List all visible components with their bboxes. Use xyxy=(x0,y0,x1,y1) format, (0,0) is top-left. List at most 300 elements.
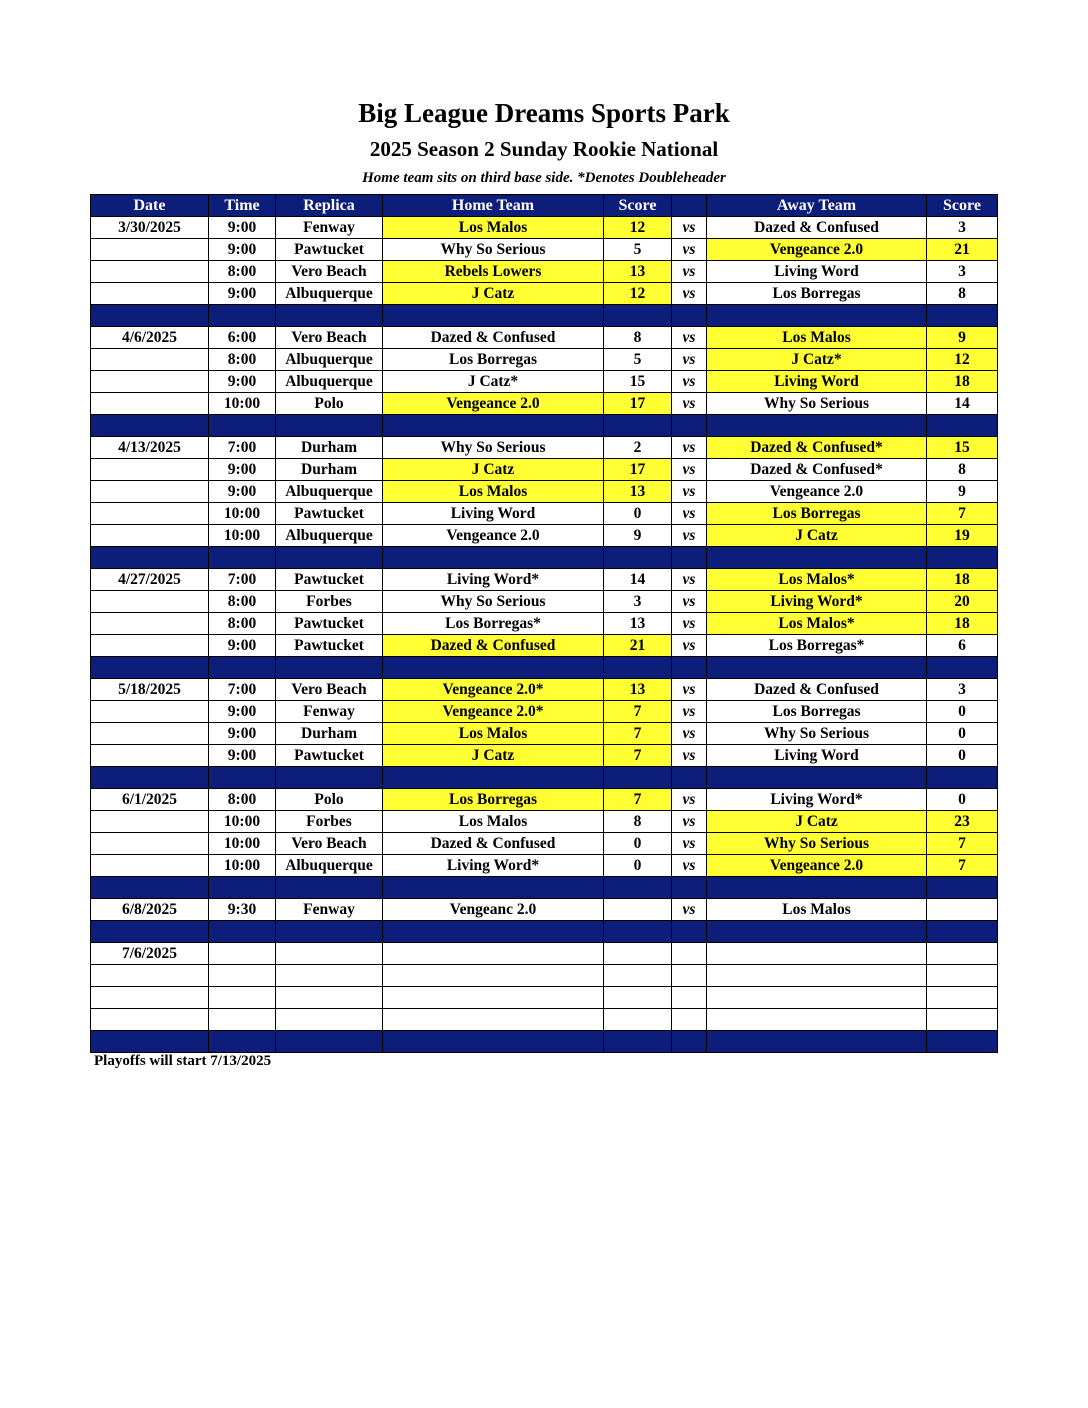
home-score: 0 xyxy=(604,833,672,855)
separator-cell xyxy=(276,1031,383,1053)
game-time: 10:00 xyxy=(209,525,276,547)
game-date xyxy=(91,371,209,393)
separator-cell xyxy=(383,547,604,569)
game-time: 9:00 xyxy=(209,217,276,239)
game-date xyxy=(91,745,209,767)
away-score: 8 xyxy=(927,459,998,481)
game-replica: Albuquerque xyxy=(276,855,383,877)
home-score: 7 xyxy=(604,745,672,767)
away-team: Vengeance 2.0 xyxy=(707,239,927,261)
away-team: Los Malos* xyxy=(707,569,927,591)
away-team: Why So Serious xyxy=(707,833,927,855)
game-replica: Fenway xyxy=(276,217,383,239)
game-replica xyxy=(276,987,383,1009)
separator-cell xyxy=(672,1031,707,1053)
separator-cell xyxy=(276,767,383,789)
away-team: Los Borregas xyxy=(707,283,927,305)
game-replica: Pawtucket xyxy=(276,613,383,635)
game-time: 9:30 xyxy=(209,899,276,921)
vs-label xyxy=(672,987,707,1009)
home-score: 7 xyxy=(604,723,672,745)
away-score: 19 xyxy=(927,525,998,547)
separator-cell xyxy=(209,305,276,327)
game-replica xyxy=(276,943,383,965)
vs-label xyxy=(672,1009,707,1031)
header-home-score: Score xyxy=(604,195,672,217)
vs-label xyxy=(672,943,707,965)
separator-cell xyxy=(209,415,276,437)
separator-cell xyxy=(383,877,604,899)
vs-label: vs xyxy=(672,833,707,855)
game-replica: Albuquerque xyxy=(276,349,383,371)
separator-cell xyxy=(672,547,707,569)
away-team: Why So Serious xyxy=(707,723,927,745)
game-date: 3/30/2025 xyxy=(91,217,209,239)
away-score: 0 xyxy=(927,723,998,745)
game-date xyxy=(91,635,209,657)
header-away-score: Score xyxy=(927,195,998,217)
away-score: 3 xyxy=(927,261,998,283)
away-score: 7 xyxy=(927,833,998,855)
vs-label: vs xyxy=(672,569,707,591)
game-time: 9:00 xyxy=(209,371,276,393)
home-score: 2 xyxy=(604,437,672,459)
game-time xyxy=(209,943,276,965)
home-team: Los Borregas* xyxy=(383,613,604,635)
game-date xyxy=(91,1009,209,1031)
home-team: Los Borregas xyxy=(383,789,604,811)
separator-cell xyxy=(209,877,276,899)
playoffs-note: Playoffs will start 7/13/2025 xyxy=(94,1053,272,1069)
vs-label: vs xyxy=(672,701,707,723)
separator-cell xyxy=(927,921,998,943)
week-separator xyxy=(91,767,998,789)
game-date xyxy=(91,723,209,745)
separator-cell xyxy=(383,415,604,437)
home-team: Los Malos xyxy=(383,811,604,833)
vs-label: vs xyxy=(672,437,707,459)
home-team: Why So Serious xyxy=(383,437,604,459)
game-date xyxy=(91,525,209,547)
week-separator xyxy=(91,921,998,943)
home-team: Los Borregas xyxy=(383,349,604,371)
game-time: 7:00 xyxy=(209,569,276,591)
separator-cell xyxy=(927,877,998,899)
schedule-table xyxy=(90,194,998,1053)
game-time: 8:00 xyxy=(209,591,276,613)
home-score: 0 xyxy=(604,855,672,877)
game-row xyxy=(91,899,998,921)
game-time: 7:00 xyxy=(209,437,276,459)
separator-cell xyxy=(604,921,672,943)
vs-label: vs xyxy=(672,679,707,701)
away-score: 9 xyxy=(927,481,998,503)
away-team: Los Malos xyxy=(707,899,927,921)
away-team: J Catz* xyxy=(707,349,927,371)
away-team: Dazed & Confused* xyxy=(707,459,927,481)
away-score: 21 xyxy=(927,239,998,261)
separator-cell xyxy=(707,1031,927,1053)
header-time: Time xyxy=(209,195,276,217)
game-replica: Albuquerque xyxy=(276,283,383,305)
away-score: 3 xyxy=(927,217,998,239)
away-team xyxy=(707,965,927,987)
home-team: Living Word xyxy=(383,503,604,525)
away-team: Vengeance 2.0 xyxy=(707,481,927,503)
separator-cell xyxy=(209,1031,276,1053)
game-replica: Fenway xyxy=(276,899,383,921)
game-row xyxy=(91,855,998,877)
away-team: Los Malos xyxy=(707,327,927,349)
home-score xyxy=(604,943,672,965)
away-score: 20 xyxy=(927,591,998,613)
separator-cell xyxy=(209,921,276,943)
game-replica: Albuquerque xyxy=(276,371,383,393)
vs-label: vs xyxy=(672,283,707,305)
home-score: 13 xyxy=(604,679,672,701)
game-time: 9:00 xyxy=(209,481,276,503)
game-time: 9:00 xyxy=(209,283,276,305)
separator-cell xyxy=(672,877,707,899)
game-replica: Durham xyxy=(276,437,383,459)
separator-cell xyxy=(383,305,604,327)
game-date xyxy=(91,393,209,415)
home-team: Los Malos xyxy=(383,723,604,745)
home-team: Vengeance 2.0* xyxy=(383,701,604,723)
vs-label: vs xyxy=(672,481,707,503)
away-team: Los Borregas xyxy=(707,503,927,525)
vs-label: vs xyxy=(672,503,707,525)
separator-cell xyxy=(91,657,209,679)
home-score: 9 xyxy=(604,525,672,547)
separator-cell xyxy=(672,657,707,679)
game-time: 8:00 xyxy=(209,789,276,811)
away-score xyxy=(927,899,998,921)
separator-cell xyxy=(707,767,927,789)
away-team: J Catz xyxy=(707,525,927,547)
away-score: 18 xyxy=(927,613,998,635)
separator-cell xyxy=(927,1031,998,1053)
away-score: 0 xyxy=(927,789,998,811)
game-row xyxy=(91,503,998,525)
game-row xyxy=(91,437,998,459)
game-time: 9:00 xyxy=(209,635,276,657)
game-date: 6/1/2025 xyxy=(91,789,209,811)
doubleheader-note: Home team sits on third base side. *Denotes Doubleheader xyxy=(362,170,726,186)
header-replica: Replica xyxy=(276,195,383,217)
separator-cell xyxy=(91,767,209,789)
vs-label: vs xyxy=(672,371,707,393)
separator-cell xyxy=(276,657,383,679)
game-date xyxy=(91,591,209,613)
game-time: 9:00 xyxy=(209,701,276,723)
game-row xyxy=(91,525,998,547)
game-row xyxy=(91,745,998,767)
game-date: 6/8/2025 xyxy=(91,899,209,921)
away-team xyxy=(707,943,927,965)
home-score: 15 xyxy=(604,371,672,393)
home-score: 13 xyxy=(604,613,672,635)
game-row xyxy=(91,943,998,965)
separator-cell xyxy=(707,305,927,327)
game-date: 7/6/2025 xyxy=(91,943,209,965)
separator-cell xyxy=(209,547,276,569)
vs-label: vs xyxy=(672,811,707,833)
home-team: Dazed & Confused xyxy=(383,635,604,657)
separator-cell xyxy=(276,305,383,327)
game-time: 10:00 xyxy=(209,393,276,415)
game-date xyxy=(91,613,209,635)
separator-cell xyxy=(276,877,383,899)
separator-cell xyxy=(927,547,998,569)
vs-label: vs xyxy=(672,217,707,239)
separator-cell xyxy=(672,415,707,437)
game-replica: Polo xyxy=(276,393,383,415)
game-row xyxy=(91,349,998,371)
separator-cell xyxy=(383,767,604,789)
home-score: 21 xyxy=(604,635,672,657)
away-team: Living Word xyxy=(707,745,927,767)
away-team: Living Word xyxy=(707,261,927,283)
game-row xyxy=(91,965,998,987)
game-row xyxy=(91,261,998,283)
game-row xyxy=(91,789,998,811)
game-time: 9:00 xyxy=(209,723,276,745)
separator-cell xyxy=(927,767,998,789)
week-separator xyxy=(91,547,998,569)
game-replica: Pawtucket xyxy=(276,569,383,591)
home-score: 13 xyxy=(604,481,672,503)
separator-cell xyxy=(276,415,383,437)
away-score: 0 xyxy=(927,701,998,723)
game-date xyxy=(91,239,209,261)
away-team: Vengeance 2.0 xyxy=(707,855,927,877)
game-time xyxy=(209,1009,276,1031)
home-score xyxy=(604,1009,672,1031)
separator-cell xyxy=(604,415,672,437)
vs-label: vs xyxy=(672,635,707,657)
game-replica: Vero Beach xyxy=(276,679,383,701)
away-team xyxy=(707,987,927,1009)
home-team: Dazed & Confused xyxy=(383,327,604,349)
game-date: 4/6/2025 xyxy=(91,327,209,349)
home-score: 0 xyxy=(604,503,672,525)
vs-label: vs xyxy=(672,613,707,635)
home-team: J Catz xyxy=(383,283,604,305)
vs-label: vs xyxy=(672,525,707,547)
game-row xyxy=(91,569,998,591)
home-team: Dazed & Confused xyxy=(383,833,604,855)
separator-cell xyxy=(91,1031,209,1053)
away-team: Dazed & Confused xyxy=(707,679,927,701)
separator-cell xyxy=(91,305,209,327)
home-score: 8 xyxy=(604,327,672,349)
separator-cell xyxy=(383,921,604,943)
header-date: Date xyxy=(91,195,209,217)
home-team xyxy=(383,1009,604,1031)
home-team: Vengeanc 2.0 xyxy=(383,899,604,921)
game-time: 10:00 xyxy=(209,503,276,525)
home-score: 5 xyxy=(604,239,672,261)
game-date xyxy=(91,855,209,877)
page-subtitle: 2025 Season 2 Sunday Rookie National xyxy=(369,137,719,161)
separator-cell xyxy=(276,547,383,569)
game-time: 7:00 xyxy=(209,679,276,701)
separator-cell xyxy=(604,547,672,569)
separator-cell xyxy=(91,547,209,569)
home-team: Los Malos xyxy=(383,217,604,239)
game-replica: Albuquerque xyxy=(276,481,383,503)
vs-label: vs xyxy=(672,789,707,811)
away-score: 0 xyxy=(927,745,998,767)
game-time: 8:00 xyxy=(209,613,276,635)
game-row xyxy=(91,811,998,833)
away-team: Los Borregas xyxy=(707,701,927,723)
away-team: Los Malos* xyxy=(707,613,927,635)
home-score: 14 xyxy=(604,569,672,591)
game-date xyxy=(91,349,209,371)
vs-label: vs xyxy=(672,855,707,877)
away-score: 9 xyxy=(927,327,998,349)
game-row xyxy=(91,635,998,657)
game-row xyxy=(91,679,998,701)
home-team: Rebels Lowers xyxy=(383,261,604,283)
week-separator xyxy=(91,877,998,899)
game-replica xyxy=(276,965,383,987)
header-away-team: Away Team xyxy=(707,195,927,217)
separator-cell xyxy=(91,877,209,899)
away-score: 6 xyxy=(927,635,998,657)
week-separator xyxy=(91,657,998,679)
away-score: 8 xyxy=(927,283,998,305)
vs-label: vs xyxy=(672,349,707,371)
game-time: 10:00 xyxy=(209,833,276,855)
vs-label: vs xyxy=(672,261,707,283)
away-team: Dazed & Confused* xyxy=(707,437,927,459)
home-team xyxy=(383,987,604,1009)
home-team: Vengeance 2.0 xyxy=(383,525,604,547)
game-time: 9:00 xyxy=(209,239,276,261)
vs-label: vs xyxy=(672,591,707,613)
home-score: 7 xyxy=(604,701,672,723)
home-score: 7 xyxy=(604,789,672,811)
game-row xyxy=(91,393,998,415)
home-score: 17 xyxy=(604,459,672,481)
game-replica: Forbes xyxy=(276,811,383,833)
separator-cell xyxy=(91,921,209,943)
game-replica: Pawtucket xyxy=(276,745,383,767)
away-team: Living Word xyxy=(707,371,927,393)
home-team: J Catz xyxy=(383,459,604,481)
separator-cell xyxy=(707,921,927,943)
vs-label: vs xyxy=(672,327,707,349)
home-team: Vengeance 2.0* xyxy=(383,679,604,701)
game-replica: Pawtucket xyxy=(276,503,383,525)
separator-cell xyxy=(927,657,998,679)
separator-cell xyxy=(707,657,927,679)
separator-cell xyxy=(91,415,209,437)
home-score: 5 xyxy=(604,349,672,371)
game-date xyxy=(91,261,209,283)
game-replica: Albuquerque xyxy=(276,525,383,547)
header-vs xyxy=(672,195,707,217)
separator-cell xyxy=(209,767,276,789)
home-team: J Catz xyxy=(383,745,604,767)
home-score: 17 xyxy=(604,393,672,415)
separator-cell xyxy=(707,415,927,437)
home-team: Why So Serious xyxy=(383,591,604,613)
away-score: 18 xyxy=(927,569,998,591)
game-replica xyxy=(276,1009,383,1031)
page-title: Big League Dreams Sports Park xyxy=(358,98,730,128)
vs-label: vs xyxy=(672,393,707,415)
game-row xyxy=(91,239,998,261)
game-row xyxy=(91,481,998,503)
game-row xyxy=(91,459,998,481)
away-score xyxy=(927,943,998,965)
vs-label: vs xyxy=(672,459,707,481)
home-score xyxy=(604,965,672,987)
game-date xyxy=(91,481,209,503)
vs-label: vs xyxy=(672,745,707,767)
separator-cell xyxy=(604,877,672,899)
game-time xyxy=(209,987,276,1009)
home-team xyxy=(383,943,604,965)
schedule-body xyxy=(91,217,998,1053)
home-score: 8 xyxy=(604,811,672,833)
home-team: J Catz* xyxy=(383,371,604,393)
week-separator xyxy=(91,1031,998,1053)
game-row xyxy=(91,833,998,855)
away-team: Living Word* xyxy=(707,789,927,811)
game-date: 5/18/2025 xyxy=(91,679,209,701)
game-replica: Vero Beach xyxy=(276,327,383,349)
game-replica: Pawtucket xyxy=(276,635,383,657)
separator-cell xyxy=(604,767,672,789)
vs-label xyxy=(672,965,707,987)
game-time xyxy=(209,965,276,987)
away-score: 7 xyxy=(927,855,998,877)
home-score: 13 xyxy=(604,261,672,283)
game-time: 9:00 xyxy=(209,459,276,481)
game-row xyxy=(91,723,998,745)
separator-cell xyxy=(383,1031,604,1053)
home-score: 12 xyxy=(604,283,672,305)
home-score: 12 xyxy=(604,217,672,239)
separator-cell xyxy=(276,921,383,943)
separator-cell xyxy=(927,305,998,327)
header-row xyxy=(91,195,998,217)
away-score: 3 xyxy=(927,679,998,701)
away-team: Living Word* xyxy=(707,591,927,613)
game-date xyxy=(91,833,209,855)
game-date xyxy=(91,283,209,305)
separator-cell xyxy=(707,547,927,569)
game-date xyxy=(91,987,209,1009)
away-score: 12 xyxy=(927,349,998,371)
away-team: Dazed & Confused xyxy=(707,217,927,239)
away-score xyxy=(927,1009,998,1031)
week-separator xyxy=(91,305,998,327)
separator-cell xyxy=(604,305,672,327)
game-replica: Durham xyxy=(276,723,383,745)
home-team: Vengeance 2.0 xyxy=(383,393,604,415)
separator-cell xyxy=(672,921,707,943)
home-team: Living Word* xyxy=(383,569,604,591)
separator-cell xyxy=(707,877,927,899)
game-row xyxy=(91,987,998,1009)
home-score: 3 xyxy=(604,591,672,613)
